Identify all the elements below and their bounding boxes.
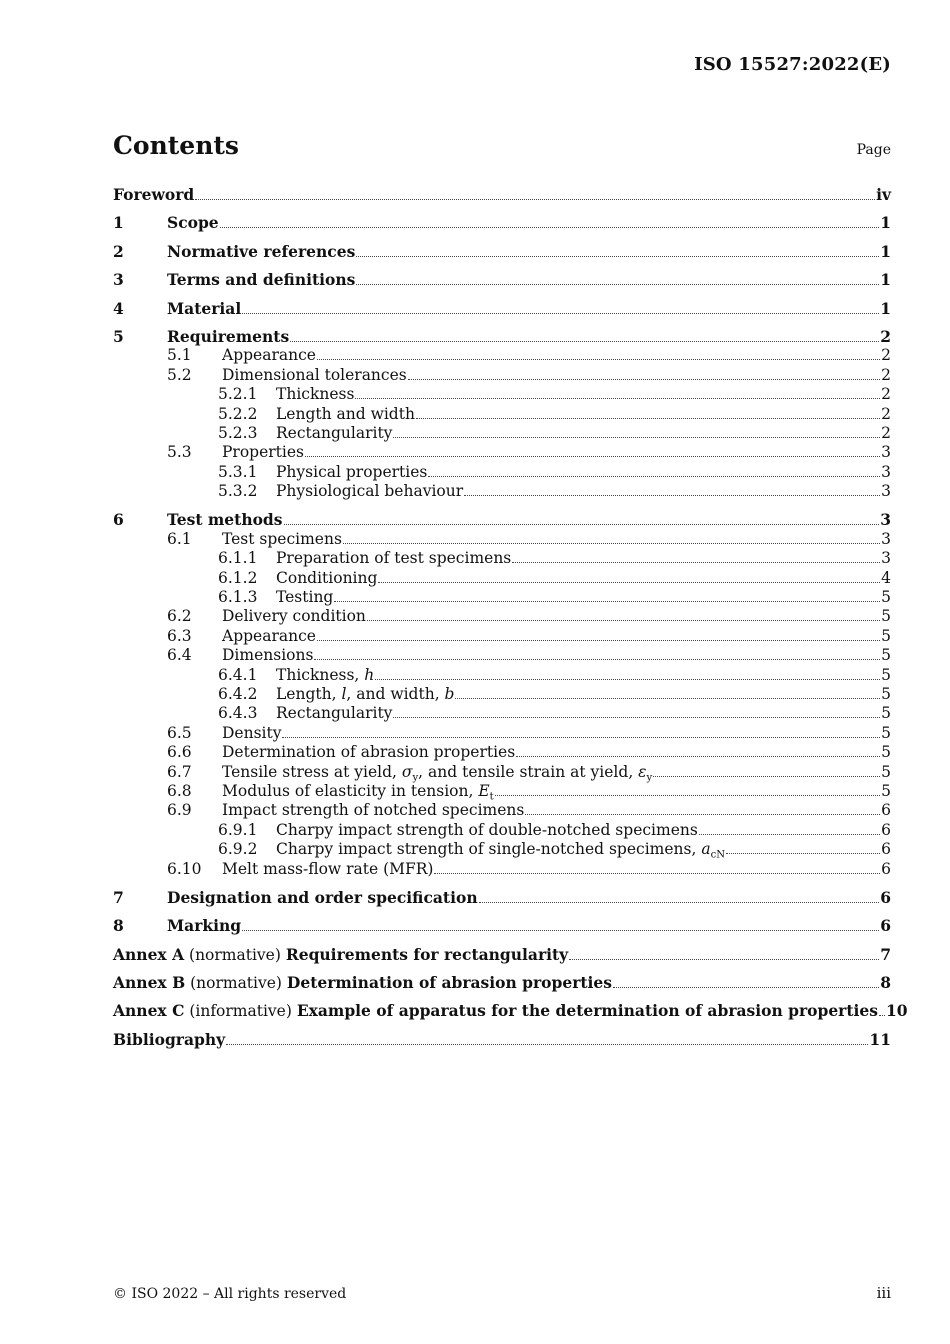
toc-entry-title: Length, l, and width, b bbox=[276, 684, 455, 703]
toc-entry-number: 6.9.2 bbox=[218, 840, 258, 859]
toc-entry-6-4[interactable] bbox=[113, 646, 891, 665]
dot-leader bbox=[195, 198, 875, 200]
toc-entry-test-methods[interactable] bbox=[113, 510, 891, 529]
dot-leader bbox=[367, 619, 880, 621]
toc-entry-title: Test methods bbox=[167, 510, 283, 530]
toc-entry-title: Delivery condition bbox=[222, 607, 366, 626]
toc-entry-number: 6.4.3 bbox=[218, 704, 258, 723]
toc-entry-page: 3 bbox=[880, 510, 891, 530]
toc-entry-page: 6 bbox=[881, 859, 891, 878]
toc-entry-title: Impact strength of notched specimens bbox=[222, 801, 525, 820]
toc-entry-number: 6.5 bbox=[167, 723, 192, 742]
toc-entry-6-2[interactable] bbox=[113, 607, 891, 626]
toc-entry-title: Marking bbox=[167, 916, 242, 936]
toc-entry-page: 1 bbox=[880, 241, 891, 261]
toc-entry-page: 2 bbox=[881, 385, 891, 404]
dot-leader bbox=[375, 678, 880, 680]
toc-entry-title: Charpy impact strength of single-notched specimens, $a_{cN}$ bbox=[276, 840, 726, 861]
toc-entry-6-9[interactable] bbox=[113, 801, 891, 820]
toc-entry-title: Terms and definitions bbox=[167, 270, 356, 290]
page-title: Contents bbox=[113, 131, 240, 160]
toc-entry-page: 5 bbox=[881, 665, 891, 684]
toc-entry-6-1-2[interactable] bbox=[113, 569, 891, 588]
toc-entry-page: 6 bbox=[881, 801, 891, 820]
toc-entry-5-2-1[interactable] bbox=[113, 385, 891, 404]
toc-entry-number: 5.3.2 bbox=[218, 482, 258, 501]
dot-leader bbox=[334, 600, 880, 602]
toc-entry-page: 2 bbox=[880, 326, 891, 346]
toc-entry-number: 6.1.1 bbox=[218, 549, 258, 568]
dot-leader bbox=[416, 417, 880, 419]
toc-entry-title: Density bbox=[222, 723, 282, 742]
toc-entry-title: Scope bbox=[167, 213, 219, 233]
toc-entry-number: 6.9 bbox=[167, 801, 192, 820]
toc-entry-page: 2 bbox=[881, 423, 891, 442]
copyright-notice: © ISO 2022 – All rights reserved bbox=[113, 1286, 347, 1302]
toc-entry-6-1-3[interactable] bbox=[113, 588, 891, 607]
toc-entry-6-9-1[interactable] bbox=[113, 821, 891, 840]
toc-entry-number: 6.9.1 bbox=[218, 820, 258, 839]
dot-leader bbox=[879, 1014, 885, 1016]
toc-entry-page: 11 bbox=[869, 1029, 891, 1049]
toc-entry-6-4-1[interactable] bbox=[113, 666, 891, 685]
toc-entry-normative-references[interactable] bbox=[113, 242, 891, 261]
toc-entry-bibliography[interactable] bbox=[113, 1030, 891, 1049]
toc-entry-title: Melt mass-flow rate (MFR) bbox=[222, 859, 434, 878]
toc-entry-page: 2 bbox=[881, 365, 891, 384]
toc-entry-page: 1 bbox=[880, 298, 891, 318]
dot-leader bbox=[699, 833, 880, 835]
toc-entry-number: 5.1 bbox=[167, 346, 192, 365]
toc-entry-page: 2 bbox=[881, 346, 891, 365]
dot-leader bbox=[569, 958, 879, 960]
toc-entry-page: 10 bbox=[886, 1001, 908, 1021]
toc-entry-page: 1 bbox=[880, 270, 891, 290]
toc-entry-title: Appearance bbox=[222, 626, 316, 645]
dot-leader bbox=[220, 226, 880, 228]
toc-entry-title: Annex B (normative) Determination of abrasion properties bbox=[113, 973, 613, 993]
dot-leader bbox=[378, 581, 880, 583]
dot-leader bbox=[495, 794, 880, 796]
dot-leader bbox=[455, 697, 880, 699]
dot-leader bbox=[343, 542, 880, 544]
toc-entry-6-8[interactable] bbox=[113, 782, 891, 801]
dot-leader bbox=[434, 872, 880, 874]
toc-entry-6-10[interactable] bbox=[113, 860, 891, 879]
dot-leader bbox=[317, 358, 880, 360]
toc-entry-requirements[interactable] bbox=[113, 327, 891, 346]
toc-entry-number: 1 bbox=[113, 213, 124, 233]
toc-entry-title: Charpy impact strength of double-notched specimens bbox=[276, 820, 698, 839]
toc-entry-number: 3 bbox=[113, 270, 124, 290]
toc-entry-6-7[interactable] bbox=[113, 763, 891, 782]
toc-entry-number: 5.2.3 bbox=[218, 423, 258, 442]
toc-entry-scope[interactable] bbox=[113, 213, 891, 232]
toc-entry-number: 6.1 bbox=[167, 529, 192, 548]
toc-entry-title: Dimensions bbox=[222, 646, 314, 665]
toc-entry-title: Test specimens bbox=[222, 529, 342, 548]
toc-entry-number: 6.10 bbox=[167, 859, 202, 878]
toc-entry-number: 2 bbox=[113, 241, 124, 261]
toc-entry-6-3[interactable] bbox=[113, 627, 891, 646]
toc-entry-page: 3 bbox=[881, 462, 891, 481]
toc-entry-page: 5 bbox=[881, 743, 891, 762]
toc-entry-title: Dimensional tolerances bbox=[222, 365, 407, 384]
toc-entry-number: 5.2.2 bbox=[218, 404, 258, 423]
toc-entry-material[interactable] bbox=[113, 299, 891, 318]
toc-entry-5-2[interactable] bbox=[113, 366, 891, 385]
dot-leader bbox=[305, 455, 880, 457]
dot-leader bbox=[226, 1043, 868, 1045]
toc-entry-title: Bibliography bbox=[113, 1029, 226, 1049]
toc-entry-number: 6.2 bbox=[167, 607, 192, 626]
dot-leader bbox=[317, 639, 880, 641]
toc-entry-number: 6.4.2 bbox=[218, 684, 258, 703]
dot-leader bbox=[356, 255, 879, 257]
toc-entry-title: Testing bbox=[276, 588, 334, 607]
toc-entry-number: 6.6 bbox=[167, 743, 192, 762]
toc-entry-6-4-3[interactable] bbox=[113, 704, 891, 723]
dot-leader bbox=[242, 929, 879, 931]
toc-entry-page: 5 bbox=[881, 704, 891, 723]
toc-entry-page: 4 bbox=[881, 568, 891, 587]
toc-entry-page: 1 bbox=[880, 213, 891, 233]
toc-entry-6-4-2[interactable] bbox=[113, 685, 891, 704]
toc-entry-number: 6.1.2 bbox=[218, 568, 258, 587]
toc-entry-6-5[interactable] bbox=[113, 724, 891, 743]
toc-entry-title: Designation and order specification bbox=[167, 887, 478, 907]
dot-leader bbox=[355, 397, 880, 399]
page-column-label: Page bbox=[856, 142, 891, 158]
toc-entry-title: Length and width bbox=[276, 404, 415, 423]
toc-entry-number: 5.3.1 bbox=[218, 462, 258, 481]
standard-number: ISO 15527:2022(E) bbox=[694, 54, 891, 75]
toc-entry-page: 5 bbox=[881, 684, 891, 703]
toc-entry-title: Annex A (normative) Requirements for rectangularity bbox=[113, 944, 569, 964]
toc-entry-number: 5 bbox=[113, 326, 124, 346]
toc-entry-page: 3 bbox=[881, 482, 891, 501]
toc-entry-6-9-2[interactable] bbox=[113, 840, 891, 859]
toc-entry-page: 5 bbox=[881, 723, 891, 742]
toc-entry-page: 3 bbox=[881, 443, 891, 462]
toc-entry-5-2-2[interactable] bbox=[113, 405, 891, 424]
toc-entry-page: 6 bbox=[881, 840, 891, 859]
toc-entry-number: 8 bbox=[113, 916, 124, 936]
dot-leader bbox=[284, 523, 880, 525]
dot-leader bbox=[479, 901, 880, 903]
toc-entry-designation[interactable] bbox=[113, 888, 891, 907]
toc-entry-5-1[interactable] bbox=[113, 346, 891, 365]
toc-entry-number: 5.3 bbox=[167, 443, 192, 462]
toc-entry-title: Preparation of test specimens bbox=[276, 549, 512, 568]
toc-entry-6-1[interactable] bbox=[113, 530, 891, 549]
dot-leader bbox=[314, 658, 880, 660]
dot-leader bbox=[726, 852, 880, 854]
dot-leader bbox=[428, 475, 880, 477]
toc-entry-page: 6 bbox=[881, 820, 891, 839]
toc-entry-number: 6.4.1 bbox=[218, 665, 258, 684]
dot-leader bbox=[525, 813, 880, 815]
dot-leader bbox=[393, 436, 880, 438]
dot-leader bbox=[356, 283, 879, 285]
dot-leader bbox=[653, 775, 880, 777]
toc-entry-title: Normative references bbox=[167, 241, 356, 261]
toc-entry-foreword[interactable] bbox=[113, 185, 891, 204]
toc-entry-title: Material bbox=[167, 298, 242, 318]
toc-entry-page: iv bbox=[876, 185, 891, 204]
toc-entry-title: Thickness, h bbox=[276, 665, 375, 684]
toc-entry-page: 7 bbox=[880, 944, 891, 964]
toc-entry-number: 5.2.1 bbox=[218, 385, 258, 404]
toc-entry-title: Conditioning bbox=[276, 568, 378, 587]
toc-entry-title: Annex C (informative) Example of apparatus for the determination of abrasion properties bbox=[113, 1001, 878, 1021]
toc-entry-annex-b[interactable] bbox=[113, 973, 891, 992]
toc-entry-title: Modulus of elasticity in tension, $E_t$ bbox=[222, 781, 494, 803]
toc-entry-page: 5 bbox=[881, 588, 891, 607]
toc-entry-number: 6.7 bbox=[167, 762, 192, 781]
dot-leader bbox=[282, 736, 880, 738]
toc-entry-page: 5 bbox=[881, 646, 891, 665]
toc-entry-title: Foreword bbox=[113, 185, 195, 204]
page-number: iii bbox=[876, 1284, 891, 1302]
toc-entry-page: 2 bbox=[881, 404, 891, 423]
dot-leader bbox=[242, 312, 879, 314]
toc-entry-title: Rectangularity bbox=[276, 704, 393, 723]
toc-entry-annex-c[interactable] bbox=[113, 1001, 908, 1021]
toc-entry-title: Physical properties bbox=[276, 462, 428, 481]
toc-entry-page: 5 bbox=[881, 781, 891, 800]
toc-entry-terms-and-definitions[interactable] bbox=[113, 270, 891, 289]
dot-leader bbox=[512, 561, 880, 563]
dot-leader bbox=[464, 494, 880, 496]
toc-entry-number: 6 bbox=[113, 510, 124, 530]
dot-leader bbox=[408, 378, 880, 380]
toc-entry-number: 6.8 bbox=[167, 781, 192, 800]
toc-entry-5-3-2[interactable] bbox=[113, 482, 891, 501]
toc-entry-number: 6.4 bbox=[167, 646, 192, 665]
toc-entry-title: Appearance bbox=[222, 346, 316, 365]
dot-leader bbox=[516, 755, 880, 757]
toc-entry-marking[interactable] bbox=[113, 916, 891, 935]
toc-entry-title: Tensile stress at yield, $\sigma_y$, and tensile strain at yield, $\varepsilon_y$ bbox=[222, 762, 653, 784]
toc-entry-5-3-1[interactable] bbox=[113, 463, 891, 482]
toc-entry-title: Physiological behaviour bbox=[276, 482, 464, 501]
toc-entry-title: Thickness bbox=[276, 385, 355, 404]
toc-entry-annex-a[interactable] bbox=[113, 945, 891, 964]
toc-entry-number: 7 bbox=[113, 887, 124, 907]
toc-entry-page: 8 bbox=[880, 973, 891, 993]
toc-entry-page: 6 bbox=[880, 916, 891, 936]
dot-leader bbox=[393, 716, 880, 718]
toc-entry-number: 6.3 bbox=[167, 626, 192, 645]
toc-entry-6-6[interactable] bbox=[113, 743, 891, 762]
toc-entry-title: Determination of abrasion properties bbox=[222, 743, 516, 762]
toc-entry-page: 5 bbox=[881, 607, 891, 626]
toc-entry-5-2-3[interactable] bbox=[113, 424, 891, 443]
toc-entry-number: 4 bbox=[113, 298, 124, 318]
toc-entry-title: Rectangularity bbox=[276, 423, 393, 442]
toc-entry-5-3[interactable] bbox=[113, 443, 891, 462]
toc-entry-page: 5 bbox=[881, 626, 891, 645]
table-of-contents bbox=[113, 185, 908, 1049]
dot-leader bbox=[290, 340, 879, 342]
toc-entry-title: Requirements bbox=[167, 326, 290, 346]
toc-entry-page: 6 bbox=[880, 887, 891, 907]
toc-entry-page: 5 bbox=[881, 762, 891, 781]
dot-leader bbox=[613, 986, 879, 988]
toc-entry-number: 5.2 bbox=[167, 365, 192, 384]
toc-entry-page: 3 bbox=[881, 529, 891, 548]
toc-entry-number: 6.1.3 bbox=[218, 588, 258, 607]
toc-entry-title: Properties bbox=[222, 443, 304, 462]
toc-entry-6-1-1[interactable] bbox=[113, 549, 891, 568]
toc-entry-page: 3 bbox=[881, 549, 891, 568]
